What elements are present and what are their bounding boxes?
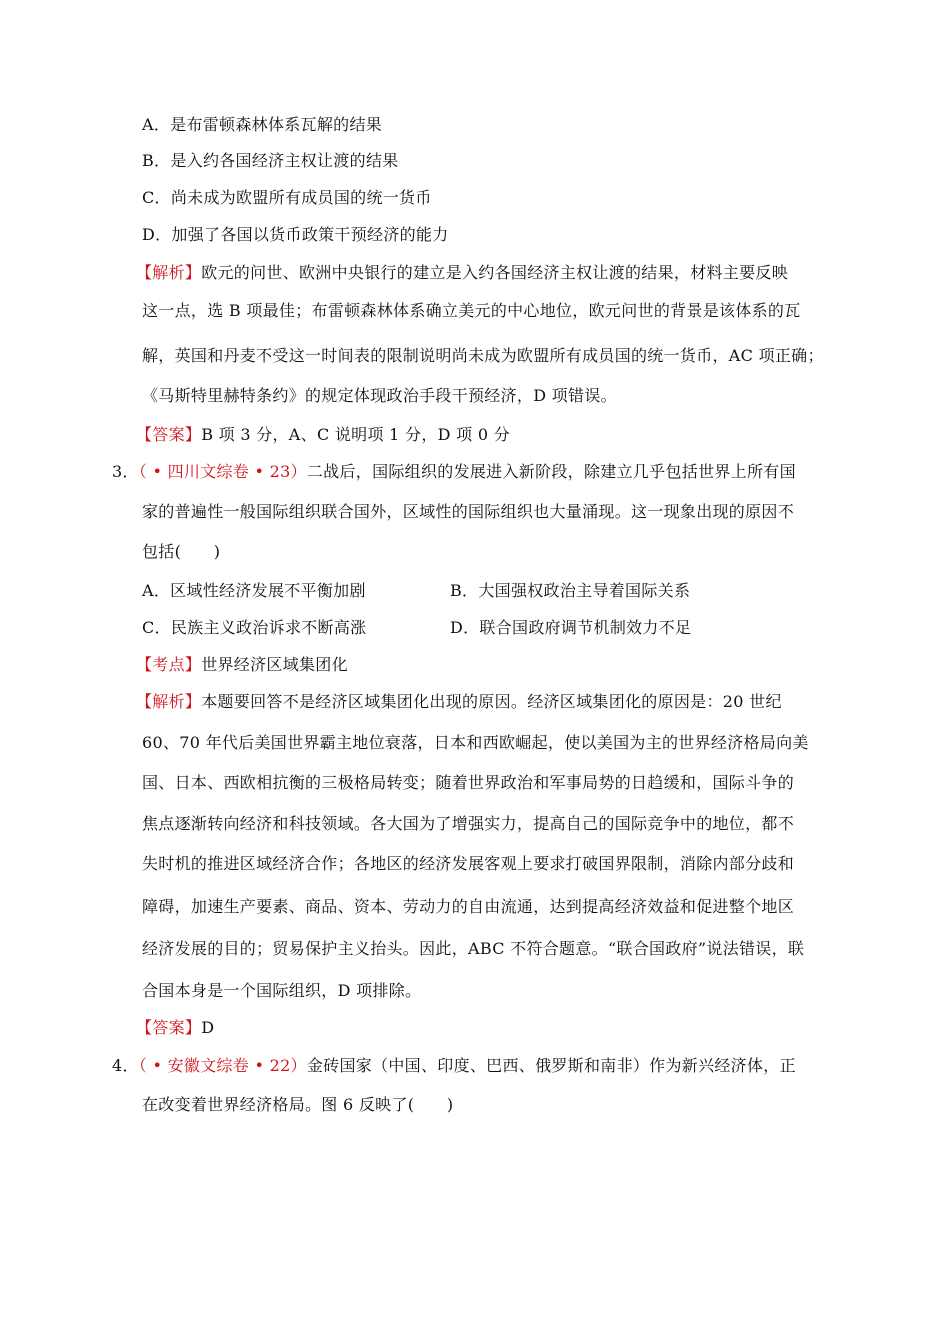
q2-option-a: A．是布雷顿森林体系瓦解的结果 xyxy=(142,115,383,134)
q3-number: 3． xyxy=(112,462,139,481)
q3-option-c: C．民族主义政治诉求不断高涨 xyxy=(142,618,367,637)
q3-stem-line-2: 家的普遍性一般国际组织联合国外，区域性的国际组织也大量涌现。这一现象出现的原因不 xyxy=(142,502,795,521)
q3-source: （ • 四川文综卷 • 23） xyxy=(138,462,307,481)
q3-answer xyxy=(136,1017,214,1039)
q3-analysis-line-6: 障碍，加速生产要素、商品、资本、劳动力的自由流通，达到提高经济效益和促进整个地区 xyxy=(142,897,795,916)
q3-analysis-line-2: 60、70 年代后美国世界霸主地位衰落，日本和西欧崛起，使以美国为主的世界经济格局向美 xyxy=(142,733,809,752)
q2-answer xyxy=(136,424,510,446)
q2-analysis-line-4: 《马斯特里赫特条约》的规定体现政治手段干预经济，D 项错误。 xyxy=(142,386,617,405)
q3-analysis-line-1 xyxy=(136,691,782,713)
q4-source: （ • 安徽文综卷 • 22） xyxy=(138,1056,307,1075)
q3-analysis-line-7: 经济发展的目的；贸易保护主义抬头。因此，ABC 不符合题意。“联合国政府”说法错误，联 xyxy=(142,939,805,958)
q2-option-b: B．是入约各国经济主权让渡的结果 xyxy=(142,151,399,170)
q3-kaodian-tag: 【考点】 xyxy=(136,655,202,674)
q2-analysis-text-1: 欧元的问世、欧洲中央银行的建立是入约各国经济主权让渡的结果，材料主要反映 xyxy=(201,263,789,282)
q2-answer-tag: 【答案】 xyxy=(136,425,202,444)
q3-analysis-text-1: 本题要回答不是经济区域集团化出现的原因。经济区域集团化的原因是：20 世纪 xyxy=(201,692,782,711)
q2-option-c: C．尚未成为欧盟所有成员国的统一货币 xyxy=(142,188,432,207)
q3-stem-line-3: 包括( ) xyxy=(142,542,221,561)
q2-analysis-line-1 xyxy=(136,262,788,284)
q3-analysis-line-4: 焦点逐渐转向经济和科技领域。各大国为了增强实力，提高自己的国际竞争中的地位，都不 xyxy=(142,814,795,833)
q3-analysis-tag: 【解析】 xyxy=(136,692,202,711)
q3-stem-text-1: 二战后，国际组织的发展进入新阶段，除建立几乎包括世界上所有国 xyxy=(306,462,796,481)
q4-stem-text-1: 金砖国家（中国、印度、巴西、俄罗斯和南非）作为新兴经济体，正 xyxy=(306,1056,796,1075)
q2-analysis-line-3: 解，英国和丹麦不受这一时间表的限制说明尚未成为欧盟所有成员国的统一货币，AC 项正确； xyxy=(142,346,824,365)
q2-analysis-line-2: 这一点，选 B 项最佳；布雷顿森林体系确立美元的中心地位，欧元问世的背景是该体系的瓦 xyxy=(142,301,801,320)
q2-answer-text: B 项 3 分，A、C 说明项 1 分，D 项 0 分 xyxy=(201,425,510,444)
q2-analysis-tag: 【解析】 xyxy=(136,263,202,282)
q3-analysis-line-5: 失时机的推进区域经济合作；各地区的经济发展客观上要求打破国界限制，消除内部分歧和 xyxy=(142,854,795,873)
q3-kaodian-text: 世界经济区域集团化 xyxy=(201,655,348,674)
q3-analysis-line-8: 合国本身是一个国际组织，D 项排除。 xyxy=(142,981,422,1000)
q4-stem-line-1 xyxy=(112,1055,796,1077)
q3-option-b: B．大国强权政治主导着国际关系 xyxy=(450,581,691,600)
q3-answer-text: D xyxy=(201,1018,215,1037)
q3-analysis-line-3: 国、日本、西欧相抗衡的三极格局转变；随着世界政治和军事局势的日趋缓和，国际斗争的 xyxy=(142,773,795,792)
q2-option-d: D．加强了各国以货币政策干预经济的能力 xyxy=(142,225,449,244)
q3-option-a: A．区域性经济发展不平衡加剧 xyxy=(142,581,366,600)
q3-kaodian xyxy=(136,654,348,676)
q4-stem-line-2: 在改变着世界经济格局。图 6 反映了( ) xyxy=(142,1095,454,1114)
q3-answer-tag: 【答案】 xyxy=(136,1018,202,1037)
q4-number: 4． xyxy=(112,1056,139,1075)
q3-stem-line-1 xyxy=(112,461,796,483)
q3-option-d: D．联合国政府调节机制效力不足 xyxy=(450,618,692,637)
